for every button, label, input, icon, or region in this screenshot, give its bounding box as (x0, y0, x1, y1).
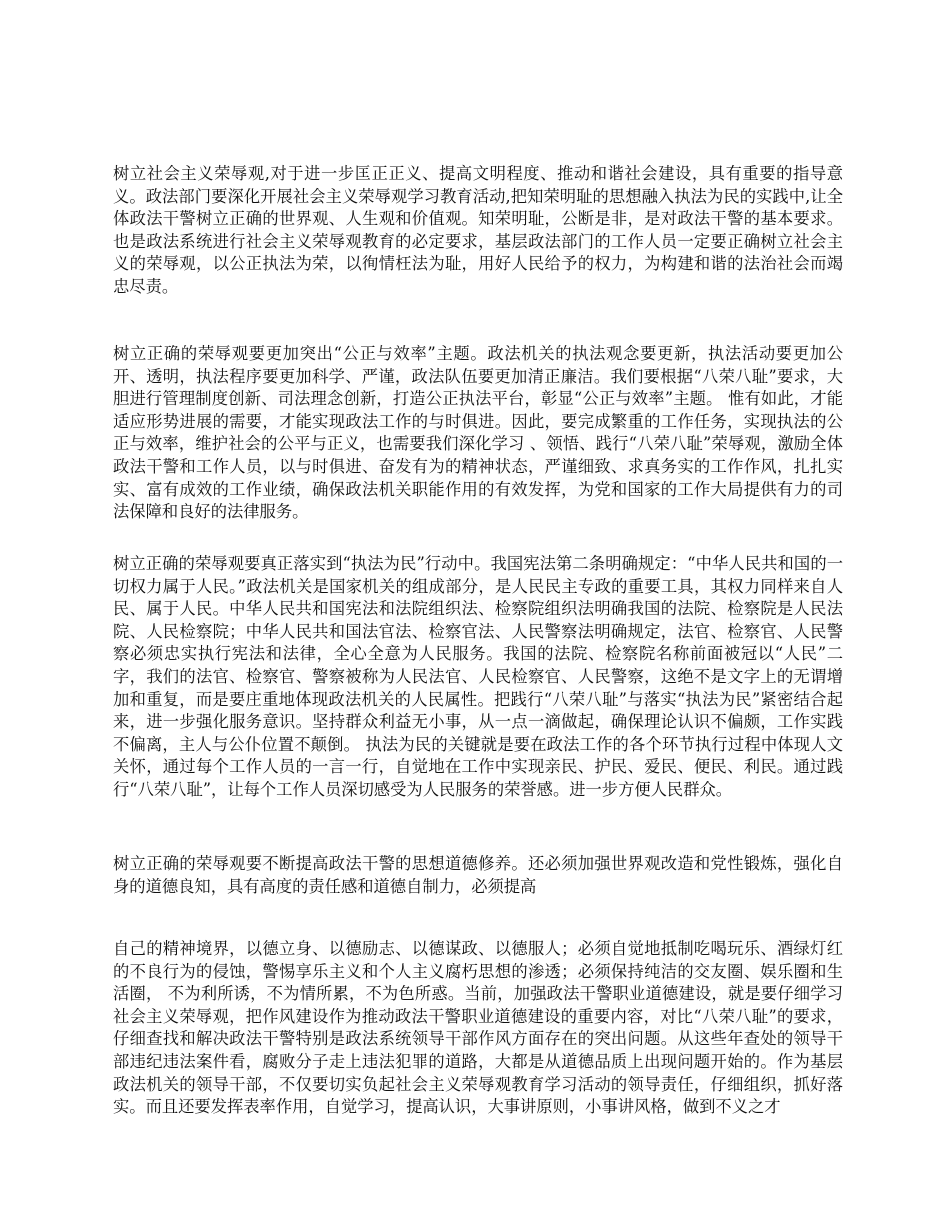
paragraph-4: 树立正确的荣辱观要不断提高政法干警的思想道德修养。还必须加强世界观改造和党性锻炼，强化自身的道德良知，具有高度的责任感和道德自制力，必须提高 (113, 854, 843, 896)
paragraph-3: 树立正确的荣辱观要真正落实到“执法为民”行动中。我国宪法第二条明确规定：“中华人民共和国的一切权力属于人民。”政法机关是国家机关的组成部分，是人民民主专政的重要工具，其权力同样来自人民、属于人民。中华人民共和国宪法和法院组织法、检察院组织法明确我国的法院、检察院是人民法院、人民检察院；中华人民共和国法官法、检察官法、人民警察法明确规定，法官、检察官、人民警察必须忠实执行宪法和法律，全心全意为人民服务。我国的法院、检察院名称前面被冠以“人民”二字，我们的法官、检察官、警察被称为人民法官、人民检察官、人民警察，这绝不是文字上的无谓增加和重复，而是要庄重地体现政法机关的人民属性。把践行“八荣八耻”与落实“执法为民”紧密结合起来，进一步强化服务意识。坚持群众利益无小事，从一点一滴做起，确保理论认识不偏颇，工作实践不偏离，主人与公仆位置不颠倒。 执法为民的关键就是要在政法工作的各个环节执行过程中体现人文关怀，通过每个工作人员的一言一行，自觉地在工作中实现亲民、护民、爱民、便民、利民。通过践行“八荣八耻”，让每个工作人员深切感受为人民服务的荣誉感。进一步方便人民群众。 (113, 554, 843, 799)
paragraph-2: 树立正确的荣辱观要更加突出“公正与效率”主题。政法机关的执法观念要更新，执法活动要更加公开、透明，执法程序要更加科学、严谨，政法队伍要更加清正廉洁。我们要根据“八荣八耻”要求，大胆进行管理制度创新、司法理念创新，打造公正执法平台，彰显“公正与效率”主题。 惟有如此，才能适应形势进展的需要，才能实现政法工作的与时俱进。因此，要完成繁重的工作任务，实现执法的公正与效率，维护社会的公平与正义，也需要我们深化学习 、领悟、践行“八荣八耻”荣辱观，激励全体政法干警和工作人员，以与时俱进、奋发有为的精神状态，严谨细致、求真务实的工作作风，扎扎实实、富有成效的工作业绩，确保政法机关职能作用的有效发挥，为党和国家的工作大局提供有力的司法保障和良好的法律服务。 (113, 344, 843, 522)
paragraph-1: 树立社会主义荣辱观,对于进一步匡正正义、提高文明程度、推动和谐社会建设，具有重要的指导意义。政法部门要深化开展社会主义荣辱观学习教育活动,把知荣明耻的思想融入执法为民的实践中,让全体政法干警树立正确的世界观、人生观和价值观。知荣明耻，公断是非，是对政法干警的基本要求。也是政法系统进行社会主义荣辱观教育的必定要求，基层政法部门的工作人员一定要正确树立社会主义的荣辱观，以公正执法为荣，以徇情枉法为耻，用好人民给予的权力，为构建和谐的法治社会而竭忠尽责。 (113, 164, 843, 296)
paragraph-5: 自己的精神境界，以德立身、以德励志、以德谋政、以德服人；必须自觉地抵制吃喝玩乐、酒绿灯红的不良行为的侵蚀，警惕享乐主义和个人主义腐朽思想的渗透；必须保持纯洁的交友圈、娱乐圈和生活圈， 不为利所诱，不为情所累，不为色所惑。当前，加强政法干警职业道德建设，就是要仔细学习社会主义荣辱观，把作风建设作为推动政法干警职业道德建设的重要内容，对比“八荣八耻”的要求，仔细查找和解决政法干警特别是政法系统领导干部作风方面存在的突出问题。从这些年查处的领导干部违纪违法案件看，腐败分子走上违法犯罪的道路，大都是从道德品质上出现问题开始的。作为基层政法机关的领导干部，不仅要切实负起社会主义荣辱观教育学习活动的领导责任，仔细组织，抓好落实。而且还要发挥表率作用，自觉学习，提高认识，大事讲原则，小事讲风格，做到不义之才 (113, 939, 843, 1117)
